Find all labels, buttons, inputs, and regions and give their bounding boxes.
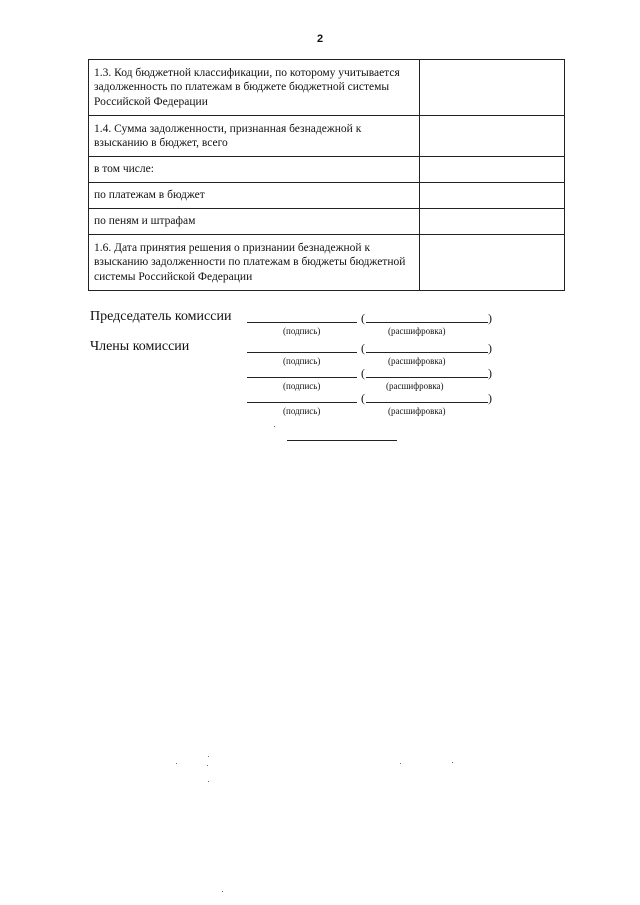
signature-caption: (подпись) bbox=[283, 356, 321, 366]
member-signature-line bbox=[247, 352, 357, 353]
chair-decode-line bbox=[366, 322, 488, 323]
row-label: 1.6. Дата принятия решения о признании безнадежной к взысканию задолженности по платежам в бюджеты бюджетной системы Российской Федерации bbox=[89, 235, 420, 291]
decode-caption: (расшифровка) bbox=[388, 356, 446, 366]
scan-speck bbox=[400, 763, 401, 764]
paren-close: ) bbox=[488, 366, 492, 380]
scan-speck bbox=[452, 762, 453, 763]
row-label: по пеням и штрафам bbox=[89, 209, 420, 235]
chair-signature-line bbox=[247, 322, 357, 323]
table-row bbox=[89, 60, 565, 116]
row-value bbox=[419, 235, 564, 291]
member-decode-line bbox=[366, 377, 488, 378]
paren-close: ) bbox=[488, 391, 492, 405]
debt-info-table bbox=[88, 59, 565, 291]
member-decode-line bbox=[366, 402, 488, 403]
scan-speck bbox=[208, 756, 209, 757]
member-decode-line bbox=[366, 352, 488, 353]
scan-speck bbox=[207, 765, 208, 766]
paren-open: ( bbox=[361, 366, 365, 380]
chair-label: Председатель комиссии bbox=[90, 309, 232, 324]
document-end-separator bbox=[287, 440, 397, 441]
signature-caption: (подпись) bbox=[283, 406, 321, 416]
decode-caption: (расшифровка) bbox=[388, 326, 446, 336]
row-value bbox=[419, 60, 564, 116]
signature-caption: (подпись) bbox=[283, 326, 321, 336]
table-row bbox=[89, 116, 565, 157]
members-label: Члены комиссии bbox=[90, 339, 190, 354]
decode-caption: (расшифровка) bbox=[388, 406, 446, 416]
signature-caption: (подпись) bbox=[283, 381, 321, 391]
paren-open: ( bbox=[361, 391, 365, 405]
row-value bbox=[419, 157, 564, 183]
page-number: 2 bbox=[316, 33, 324, 45]
table-row bbox=[89, 235, 565, 291]
row-value bbox=[419, 116, 564, 157]
scan-speck bbox=[222, 891, 223, 892]
paren-open: ( bbox=[361, 311, 365, 325]
row-label: в том числе: bbox=[89, 157, 420, 183]
decode-caption: (расшифровка) bbox=[386, 381, 444, 391]
table-row bbox=[89, 157, 565, 183]
row-label: по платежам в бюджет bbox=[89, 183, 420, 209]
row-label: 1.4. Сумма задолженности, признанная безнадежной к взысканию в бюджет, всего bbox=[89, 116, 420, 157]
table-row bbox=[89, 183, 565, 209]
member-signature-line bbox=[247, 402, 357, 403]
member-signature-line bbox=[247, 377, 357, 378]
paren-open: ( bbox=[361, 341, 365, 355]
scan-speck bbox=[274, 426, 275, 427]
row-value bbox=[419, 209, 564, 235]
paren-close: ) bbox=[488, 311, 492, 325]
scan-speck bbox=[208, 781, 209, 782]
scan-speck bbox=[176, 763, 177, 764]
table-row bbox=[89, 209, 565, 235]
row-value bbox=[419, 183, 564, 209]
paren-close: ) bbox=[488, 341, 492, 355]
row-label: 1.3. Код бюджетной классификации, по которому учитывается задолженность по платежам в бюджете бюджетной системы Российской Федерации bbox=[89, 60, 420, 116]
